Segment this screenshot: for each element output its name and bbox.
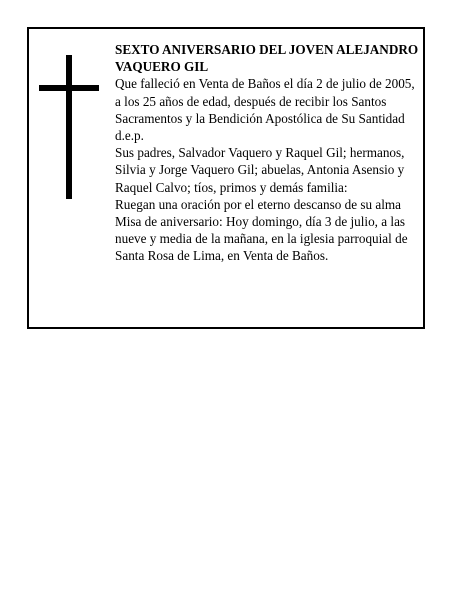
cross-icon [39,55,99,199]
notice-text [115,41,421,265]
obituary-notice [27,27,425,329]
cross-horizontal-bar [39,85,99,91]
prayer-request: Ruegan una oración por el eterno descanso de su alma [115,196,401,212]
rest-in-peace: d.e.p. [115,128,144,144]
cross-vertical-bar [66,55,72,199]
mass-details: Misa de aniversario: Hoy domingo, día 3 de julio, a las nueve y media de la mañana, en la iglesia parroquial de Santa Rosa de Lima, en Venta de Baños. [115,214,408,264]
death-details: Que falleció en Venta de Baños el día 2 de julio de 2005, a los 25 años de edad, después de recibir los Santos Sacramentos y la Bendición Apostólica de Su Santidad [115,76,415,126]
notice-heading: SEXTO ANIVERSARIO DEL JOVEN ALEJANDRO VAQUERO GIL [115,42,419,75]
family-list: Sus padres, Salvador Vaquero y Raquel Gil; hermanos, Silvia y Jorge Vaquero Gil; abuelas, Antonia Asensio y Raquel Calvo; tíos, primos y demás familia: [115,145,405,195]
